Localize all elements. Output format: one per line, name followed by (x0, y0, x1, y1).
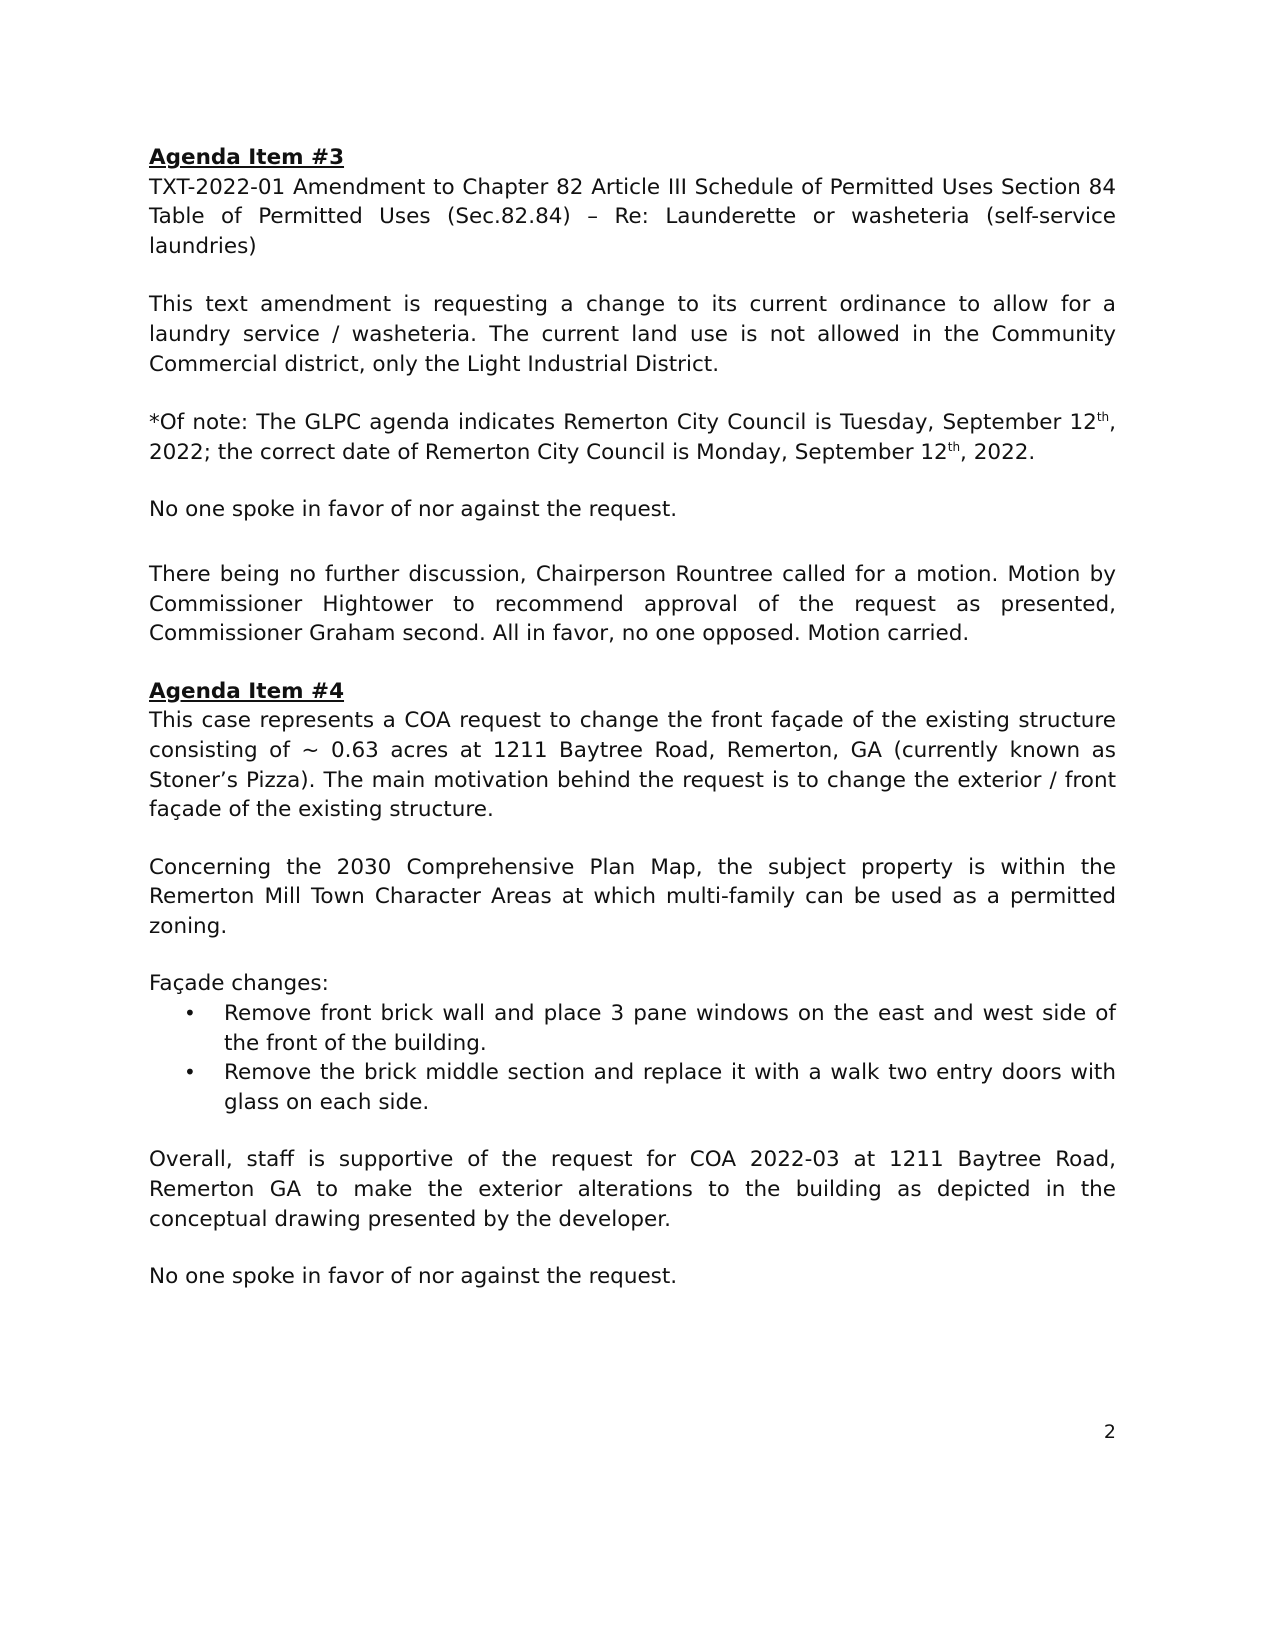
agenda-item-4-staff-recommendation: Overall, staff is supportive of the request for COA 2022-03 at 1211 Baytree Road, Remerton GA to make the exterior alterations to the building as depicted in the conceptual drawing presented by the developer. (149, 1147, 1116, 1232)
agenda-item-4-description: This case represents a COA request to change the front façade of the existing structure consisting of ~ 0.63 acres at 1211 Baytree Road, Remerton, GA (currently known as Stoner’s Pizza). The main motivation behind the request is to change the exterior / front façade of the existing structure. (149, 708, 1116, 823)
document-page (149, 143, 1116, 1292)
note-text-part-1: *Of note: The GLPC agenda indicates Remerton City Council is Tuesday, September 12 (149, 410, 1097, 436)
agenda-item-4-public-comment: No one spoke in favor of nor against the request. (149, 1264, 678, 1290)
agenda-item-3-heading: Agenda Item #3 (149, 145, 345, 170)
note-ordinal-suffix-1: th (1096, 410, 1110, 424)
page-number: 2 (1103, 1421, 1116, 1443)
agenda-item-3-public-comment: No one spoke in favor of nor against the request. (149, 497, 678, 523)
bullet-icon: • (184, 1060, 196, 1085)
list-item-text: Remove the brick middle section and replace it with a walk two entry doors with glass on each side. (224, 1060, 1116, 1115)
agenda-item-3-title: TXT-2022-01 Amendment to Chapter 82 Article III Schedule of Permitted Uses Section 84 Table of Permitted Uses (Sec.82.84) – Re: Launderette or washeteria (self-service laundries) (149, 174, 1116, 259)
note-text-part-3: , 2022. (960, 439, 1036, 465)
agenda-item-3-motion: There being no further discussion, Chairperson Rountree called for a motion. Motion by Commissioner Hightower to recommend approval of the request as presented, Commissioner Graham second. All in favor, no one opposed. Motion carried. (149, 561, 1116, 647)
list-item (149, 1058, 1116, 1117)
facade-changes-list (149, 999, 1116, 1117)
agenda-item-3-description: This text amendment is requesting a change to its current ordinance to allow for a laundry service / washeteria. The current land use is not allowed in the Community Commercial district, only the Light Industrial District. (149, 292, 1116, 377)
agenda-item-3-note (149, 408, 1116, 467)
note-text-part-2: , 2022; the correct date of Remerton City Council is Monday, September 12 (149, 410, 1116, 465)
facade-changes-label: Façade changes: (149, 971, 329, 997)
list-item-text: Remove front brick wall and place 3 pane windows on the east and west side of the front of the building. (224, 1001, 1116, 1056)
agenda-item-4-comprehensive-plan: Concerning the 2030 Comprehensive Plan Map, the subject property is within the Remerton Mill Town Character Areas at which multi-family can be used as a permitted zoning. (149, 854, 1116, 939)
note-ordinal-suffix-2: th (947, 439, 961, 454)
bullet-icon: • (184, 1001, 196, 1026)
agenda-item-4-heading: Agenda Item #4 (149, 678, 345, 704)
list-item (149, 999, 1116, 1058)
